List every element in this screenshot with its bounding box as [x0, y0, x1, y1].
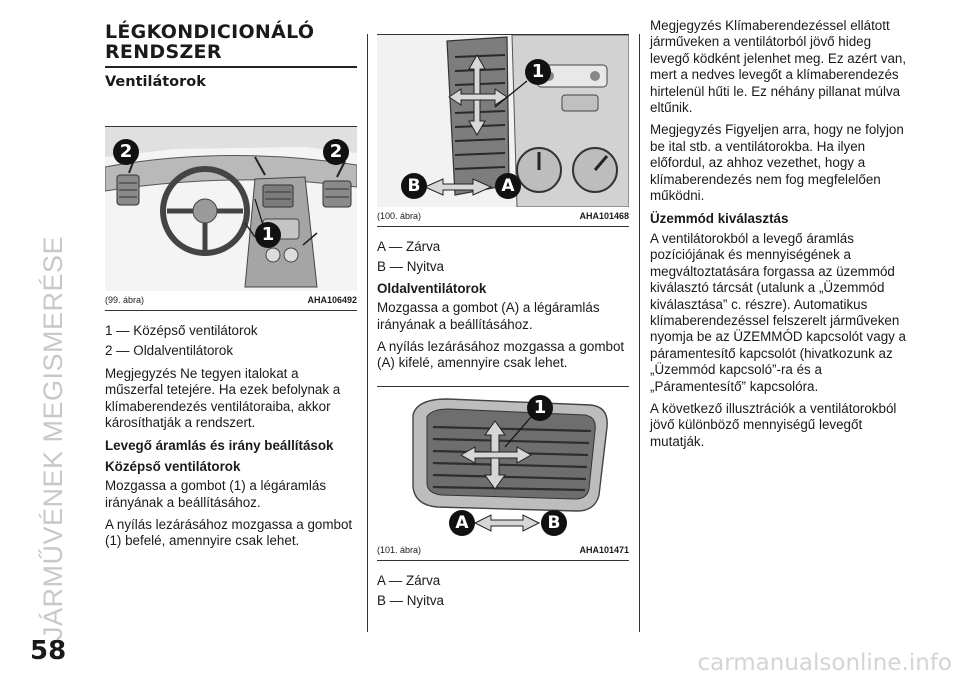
callout-a: A	[495, 173, 521, 199]
figure-number: (99. ábra)	[105, 295, 145, 305]
heading-side-vents: Oldalventilátorok	[377, 280, 487, 296]
figure-code: AHA101468	[579, 211, 629, 221]
figure-code: AHA106492	[307, 295, 357, 305]
watermark: carmanualsonline.info	[697, 650, 952, 676]
callout-1: 1	[525, 59, 551, 85]
list-item: A — Zárva	[377, 572, 441, 588]
paragraph: Mozgassa a gombot (A) a légáramlás irányának a beállításához.	[377, 300, 600, 332]
figure-code: AHA101471	[579, 544, 629, 555]
figure-99	[105, 126, 357, 311]
callout-a: A	[449, 510, 475, 536]
column-left	[105, 22, 357, 550]
figure-number: (100. ábra)	[377, 211, 422, 221]
side-chapter-title: JÁRMŰVÉNEK MEGISMERÉSE	[38, 235, 68, 640]
callout-1: 1	[255, 222, 281, 248]
figure-caption	[105, 291, 357, 310]
list-item: B — Nyitva	[377, 593, 444, 609]
callout-b: B	[541, 510, 567, 536]
note-paragraph: Megjegyzés Klímaberendezéssel ellátott járműveken a ventilátorból jövő hideg levegő ködként jelenhet meg. Ez azért van, mert a nedves levegőt a klímaberendezés hirtelenül hűti le. Ez néhány pillanat múlva eltűnik.	[650, 18, 907, 116]
paragraph: Mozgassa a gombot (1) a légáramlás irányának a beállításához.	[105, 478, 327, 510]
figure-101	[377, 386, 629, 561]
callout-2-right: 2	[323, 139, 349, 165]
note-paragraph: Megjegyzés Figyeljen arra, hogy ne folyjon be ital stb. a ventilátorokba. Ha ilyen előfordul, az ahhoz vezethet, hogy a klímaberendezés nem fog megfelelően működni.	[650, 122, 904, 204]
paragraph: A következő illusztrációk a ventilátorokból jövő különböző mennyiségű levegőt mutatják.	[650, 400, 897, 449]
figure-caption	[377, 541, 629, 560]
paragraph: A ventilátorokból a levegő áramlás pozíciójának és mennyiségének a megváltoztatására forgassa az üzemmód kiválasztó tárcsát (utalunk a „Üzemmód kiválasztása” c. részre). Automatikus klímaberendezéssel felszerelt járműveken nyomja be az ÜZEMMÓD kapcsolót vagy a páramentesítő kapcsolót (hivatkozunk az „Üzemmód kapcsoló”-ra és a „Páramentesítő” kapcsolóra.	[650, 230, 907, 394]
paragraph: A nyílás lezárásához mozgassa a gombot (1) befelé, amennyire csak lehet.	[105, 517, 353, 549]
section-title-line-1: LÉGKONDICIONÁLÓ	[105, 21, 315, 43]
dashboard-illustration	[105, 127, 357, 291]
side-vent-illustration	[377, 35, 629, 207]
section-title-line-2: RENDSZER	[105, 41, 222, 63]
figure-number: (101. ábra)	[377, 544, 422, 555]
title-rule	[105, 66, 357, 68]
callout-2-left: 2	[113, 139, 139, 165]
page-number: 58	[30, 636, 67, 666]
subsection-title: Ventilátorok	[105, 74, 206, 90]
paragraph: A nyílás lezárásához mozgassa a gombot (A) kifelé, amennyire csak lehet.	[377, 339, 625, 371]
heading-mode-selection: Üzemmód kiválasztás	[650, 211, 789, 227]
callout-1: 1	[527, 395, 553, 421]
list-item: 2 — Oldalventilátorok	[105, 343, 234, 359]
list-item: 1 — Középső ventilátorok	[105, 323, 258, 338]
column-divider	[367, 34, 368, 632]
column-middle	[377, 34, 629, 610]
heading-center-vents: Középső ventilátorok	[105, 458, 241, 474]
heading-airflow: Levegő áramlás és irány beállítások	[105, 438, 334, 454]
column-right	[650, 18, 910, 450]
figure-caption	[377, 207, 629, 226]
column-divider	[639, 34, 640, 632]
vent-closeup-illustration	[377, 387, 629, 541]
callout-b: B	[401, 173, 427, 199]
note-paragraph: Megjegyzés Ne tegyen italokat a műszerfal tetejére. Ha ezek befolynak a klímaberendezés ventilátoraiba, akkor károsíthatják a rendszert.	[105, 365, 341, 431]
figure-100	[377, 34, 629, 227]
list-item: A — Zárva	[377, 239, 441, 254]
list-item: B — Nyitva	[377, 259, 444, 275]
